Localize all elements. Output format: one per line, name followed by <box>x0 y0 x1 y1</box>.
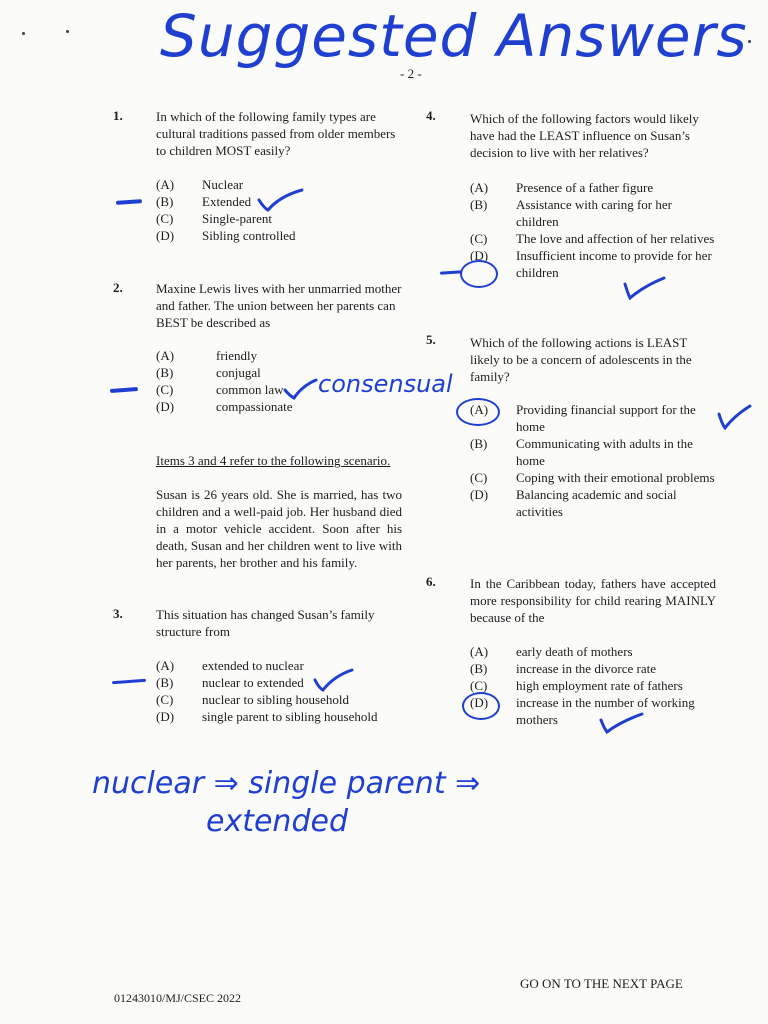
question-6-number: 6. <box>426 574 436 589</box>
question-3-options: (A) extended to nuclear (B) nuclear to extended (C) nuclear to sibling household (D) single parent to sibling household <box>156 658 378 724</box>
check-mark-icon <box>312 668 354 692</box>
selected-answer-circle <box>462 692 500 720</box>
speck <box>66 30 69 33</box>
option-c: (C) Single-parent <box>156 211 273 226</box>
question-1-number: 1. <box>113 108 123 123</box>
question-4-number: 4. <box>426 108 436 123</box>
answer-dash-mark <box>110 387 138 393</box>
speck <box>748 40 751 43</box>
question-4-options: (A) Presence of a father figure (B) Assistance with caring for her children (C) The love and affection of her relatives (D) Insufficient income to provide for her children <box>470 180 715 280</box>
question-3-text: This situation has changed Susan’s family structure from <box>156 607 375 639</box>
check-mark-icon <box>598 712 644 734</box>
question-5-text: Which of the following actions is LEAST likely to be a concern of adolescents in the family? <box>470 335 692 384</box>
question-6-text: In the Caribbean today, fathers have accepted more responsibility for child rearing MAINLY because of the <box>470 576 716 625</box>
answer-dash-mark <box>440 270 462 275</box>
check-mark-icon <box>256 188 304 212</box>
option-a: (A) Nuclear <box>156 177 244 192</box>
scenario-text: Susan is 26 years old. She is married, has two children and a well-paid job. Her husband died in a motor vehicle accident. Soon after his death, Susan and her children went to live with her parents, her brother and his family. <box>156 487 402 570</box>
question-3-number: 3. <box>113 606 123 621</box>
question-1-text: In which of the following family types are cultural traditions passed from older members to children MOST easily? <box>156 109 396 158</box>
question-6-options: (A) early death of mothers (B) increase in the divorce rate (C) high employment rate of fathers (D) increase in the number of working mothers <box>470 644 695 727</box>
next-page-note: GO ON TO THE NEXT PAGE <box>520 976 683 991</box>
answer-dash-mark <box>112 679 146 684</box>
scenario-heading: Items 3 and 4 refer to the following scenario. <box>156 453 391 468</box>
question-4-text: Which of the following factors would likely have had the LEAST influence on Susan’s decision to live with her relatives? <box>470 111 699 160</box>
question-5-number: 5. <box>426 332 436 347</box>
option-b: (B) Extended <box>156 194 252 209</box>
handwritten-note-line-2: extended <box>206 804 348 839</box>
question-2-text: Maxine Lewis lives with her unmarried mother and father. The union between her parents can BEST be described as <box>156 281 402 330</box>
check-mark-icon <box>282 378 318 400</box>
question-2-options: (A) friendly (B) conjugal (C) common law (D) compassionate <box>156 348 293 414</box>
option-d: (D) Sibling controlled <box>156 228 296 243</box>
suggested-answers-title: Suggested Answers <box>160 2 748 70</box>
selected-answer-circle <box>456 398 500 426</box>
question-5-options: (A) Providing financial support for the home (B) Communicating with adults in the home (C) Coping with their emotional problems (D) Balancing academic and social activities <box>470 402 715 519</box>
question-2-number: 2. <box>113 280 123 295</box>
handwritten-note-consensual: consensual <box>318 370 453 398</box>
handwritten-note-line-1: nuclear ⇒ single parent ⇒ <box>92 766 481 801</box>
check-mark-icon <box>622 276 666 300</box>
page-number: - 2 - <box>400 66 422 81</box>
answer-dash-mark <box>116 199 142 205</box>
selected-answer-circle <box>460 260 498 288</box>
paper-code: 01243010/MJ/CSEC 2022 <box>114 991 242 1005</box>
speck <box>22 32 25 35</box>
check-mark-icon <box>716 404 752 430</box>
